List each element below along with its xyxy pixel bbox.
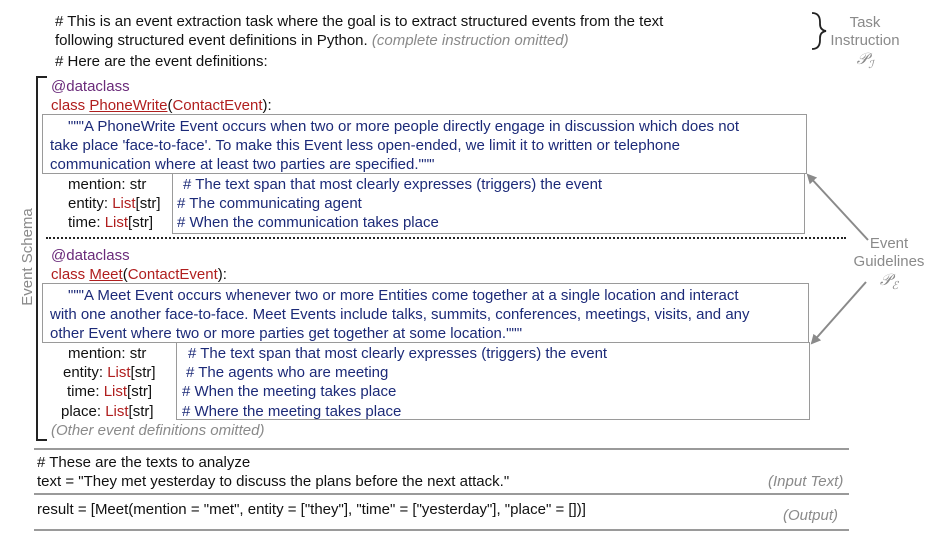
event-schema-bracket bbox=[37, 77, 47, 440]
field-type: str bbox=[129, 345, 147, 362]
instruction-line-1: # This is an event extraction task where the goal is to extract structured events from the text bbox=[55, 13, 664, 30]
field-name: mention: bbox=[68, 176, 130, 193]
field-name: entity: bbox=[63, 364, 108, 381]
event-guidelines-symbol-sub: ℰ bbox=[891, 279, 899, 292]
field-type-list: List bbox=[112, 195, 136, 212]
field-type-list: List bbox=[103, 383, 128, 400]
guidelines-arrow-to-meet bbox=[812, 282, 866, 343]
phonewrite-comment-entity: # The communicating agent bbox=[177, 195, 362, 212]
output-label: (Output) bbox=[783, 507, 839, 524]
phonewrite-doc-line-1: """A PhoneWrite Event occurs when two or more people directly engage in discussion which does not bbox=[68, 118, 740, 135]
meet-comment-entity: # The agents who are meeting bbox=[186, 364, 389, 381]
event-guidelines-symbol-main: 𝒫 bbox=[879, 270, 892, 289]
analyze-text-line: text = "They met yesterday to discuss the plans before the next attack." bbox=[37, 473, 510, 490]
event-guidelines-label-line2: Guidelines bbox=[853, 253, 925, 270]
analyze-comment: # These are the texts to analyze bbox=[37, 454, 251, 471]
meet-doc-line-1: """A Meet Event occurs whenever two or more Entities come together at a single location and interact bbox=[68, 287, 739, 304]
field-type: str bbox=[129, 176, 147, 193]
phonewrite-decorator: @dataclass bbox=[51, 78, 130, 95]
meet-class-name: Meet bbox=[89, 266, 123, 283]
phonewrite-doc-line-2: take place 'face-to-face'. To make this Event less open-ended, we limit it to written or telephone bbox=[50, 137, 680, 154]
meet-decorator: @dataclass bbox=[51, 247, 130, 264]
field-type-list: List bbox=[105, 403, 129, 420]
phonewrite-comment-mention: # The text span that most clearly expresses (triggers) the event bbox=[183, 176, 603, 193]
field-name: place: bbox=[61, 403, 106, 420]
instruction-line-2-text: following structured event definitions in Python. bbox=[55, 32, 368, 49]
result-line: result = [Meet(mention = "met", entity = ["they"], "time" = ["yesterday"], "place" = [])] bbox=[37, 501, 586, 518]
task-instruction-brace bbox=[812, 13, 826, 49]
field-name: mention: bbox=[68, 345, 130, 362]
instruction-line-3: # Here are the event definitions: bbox=[55, 53, 268, 70]
phonewrite-parent: ContactEvent bbox=[172, 97, 263, 114]
other-definitions-omitted: (Other event definitions omitted) bbox=[51, 422, 265, 439]
phonewrite-comment-time: # When the communication takes place bbox=[177, 214, 439, 231]
meet-comment-mention: # The text span that most clearly expresses (triggers) the event bbox=[188, 345, 608, 362]
field-type-list: List bbox=[104, 214, 129, 231]
event-guidelines-label-line1: Event bbox=[869, 235, 909, 252]
field-type: [str] bbox=[135, 195, 161, 212]
field-name: entity: bbox=[68, 195, 113, 212]
field-name: time: bbox=[67, 383, 104, 400]
phonewrite-doc-line-3: communication where at least two parties are specified.""" bbox=[50, 156, 435, 173]
meet-parent: ContactEvent bbox=[127, 266, 218, 283]
phonewrite-class-keyword: class bbox=[51, 97, 90, 114]
meet-paren-open: ( bbox=[122, 266, 128, 283]
phonewrite-paren-close: ): bbox=[262, 97, 272, 114]
field-name: time: bbox=[68, 214, 105, 231]
task-instruction-label-line1: Task bbox=[849, 14, 881, 31]
event-schema-label: Event Schema bbox=[19, 208, 36, 306]
field-type: [str] bbox=[127, 383, 153, 400]
task-instruction-symbol-main: 𝒫 bbox=[856, 49, 869, 68]
phonewrite-class-name: PhoneWrite bbox=[89, 97, 168, 114]
field-type: [str] bbox=[130, 364, 156, 381]
input-text-label: (Input Text) bbox=[768, 473, 844, 490]
task-instruction-label-line2: Instruction bbox=[830, 32, 900, 49]
meet-doc-line-3: other Event where two or more parties get together at some location.""" bbox=[50, 325, 523, 342]
meet-class-keyword: class bbox=[51, 266, 90, 283]
meet-paren-close: ): bbox=[217, 266, 227, 283]
meet-comment-time: # When the meeting takes place bbox=[182, 383, 397, 400]
meet-doc-line-2: with one another face-to-face. Meet Events include talks, summits, conferences, meetings, visits, and any bbox=[50, 306, 750, 323]
field-type: [str] bbox=[128, 214, 154, 231]
instruction-omitted-note: (complete instruction omitted) bbox=[371, 32, 569, 49]
phonewrite-paren-open: ( bbox=[167, 97, 173, 114]
task-instruction-symbol-sub: ℐ bbox=[868, 58, 874, 71]
guidelines-arrow-to-phonewrite bbox=[808, 175, 868, 240]
meet-comment-place: # Where the meeting takes place bbox=[182, 403, 402, 420]
field-type-list: List bbox=[107, 364, 131, 381]
field-type: [str] bbox=[128, 403, 154, 420]
